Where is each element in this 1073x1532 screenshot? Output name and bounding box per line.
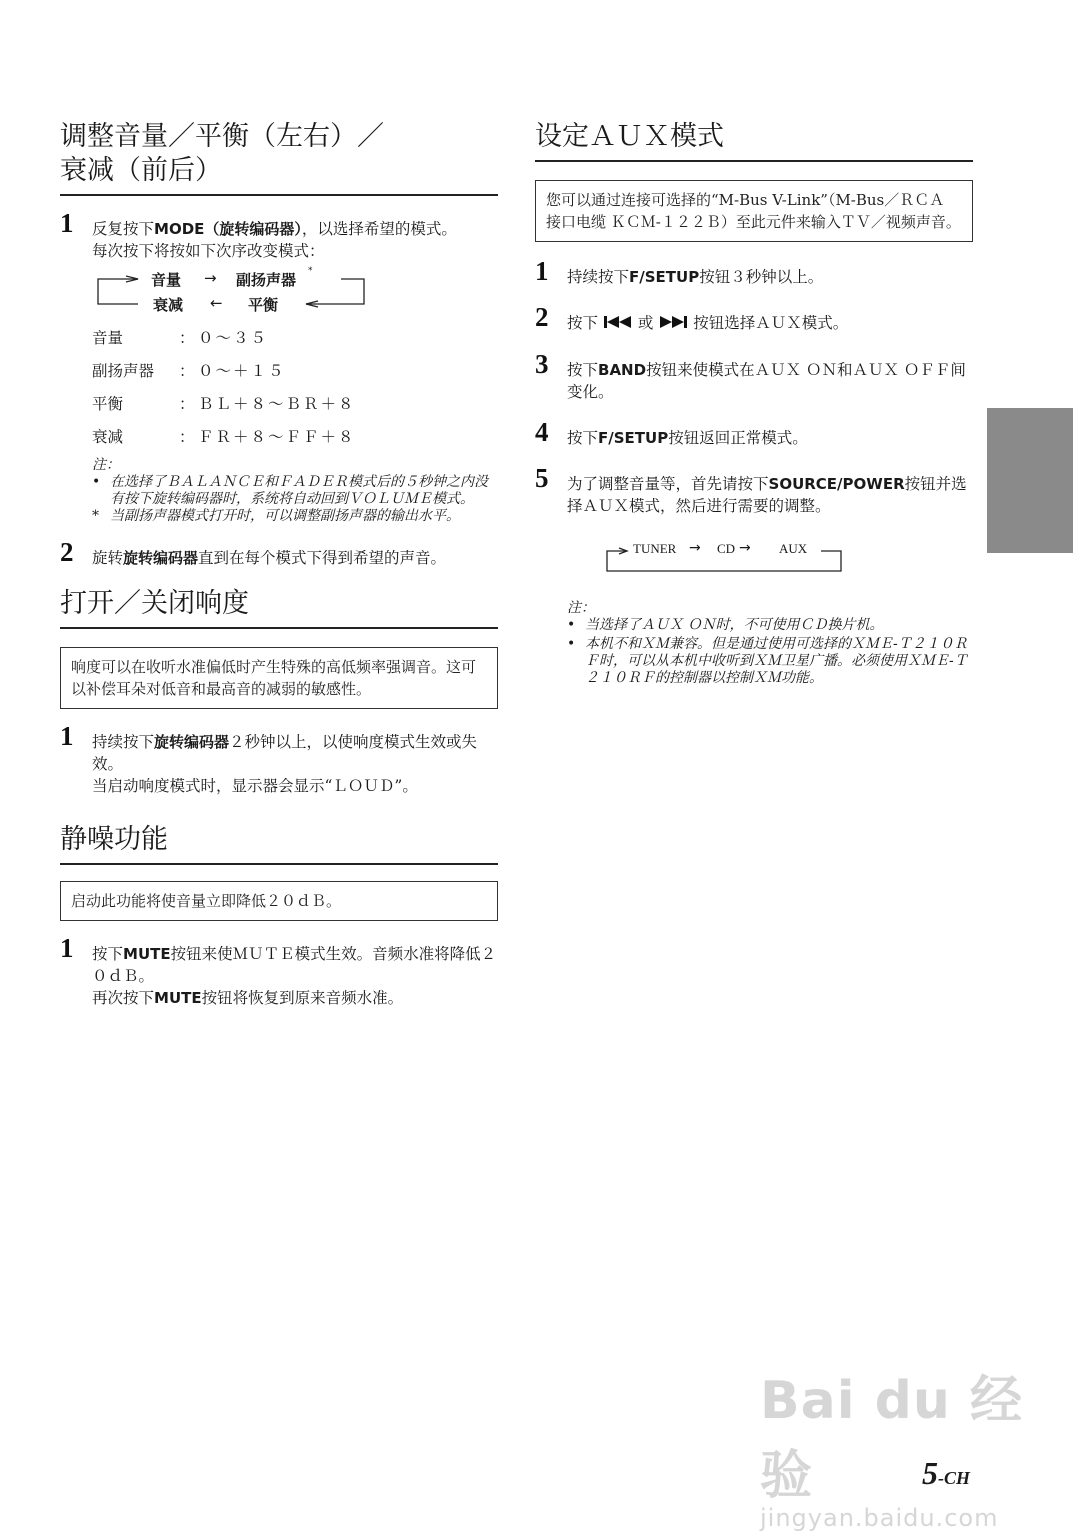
mute-button-label: MUTE — [123, 945, 171, 963]
volume-step-1 — [60, 208, 498, 262]
volume-step-2 — [60, 537, 498, 569]
note-title: 注： — [567, 600, 595, 616]
step-text: ，以选择希望的模式。 — [301, 220, 457, 238]
note-title: 注： — [92, 457, 120, 473]
left-column — [60, 120, 498, 1009]
range-list — [92, 326, 498, 458]
step-number: 5 — [535, 463, 549, 493]
range-value: ＢＬ＋８～ＢＲ＋８ — [198, 395, 356, 413]
flow-cd: CD — [717, 541, 736, 556]
step-text: 直到在每个模式下得到希望的声音。 — [198, 549, 447, 567]
flow-asterisk: * — [308, 266, 313, 276]
mute-section-title: 静噪功能 — [60, 823, 498, 865]
step-number: 3 — [535, 349, 549, 379]
bullet: • — [92, 474, 101, 490]
flow-aux: AUX — [779, 541, 808, 556]
page-number-value: 5 — [922, 1455, 938, 1491]
step-text: ２秒钟以上，以使响度模式生效或失效。 — [92, 733, 478, 773]
mute-description-box: 启动此功能将使音量立即降低２０ｄＢ。 — [60, 881, 498, 921]
step-text: 按下 — [567, 361, 599, 379]
aux-step-1 — [535, 256, 973, 288]
range-value: ０～３５ — [198, 329, 269, 347]
step-number: 1 — [535, 256, 549, 286]
note-item — [92, 474, 498, 508]
or-text: 或 — [637, 314, 654, 332]
mode-cycle-diagram — [96, 268, 498, 320]
watermark — [760, 1358, 1073, 1532]
range-sep: ： — [179, 362, 195, 380]
step-text: 按钮３秒钟以上。 — [699, 268, 824, 286]
flow-arrow: → — [739, 540, 751, 556]
step-number: 1 — [60, 208, 74, 238]
mute-step-1 — [60, 933, 498, 1009]
aux-step-4 — [535, 417, 973, 449]
bullet: • — [567, 636, 576, 652]
note-text: 当副扬声器模式打开时，可以调整副扬声器的输出水平。 — [110, 508, 460, 524]
step-number: 1 — [60, 933, 74, 963]
watermark-url: jingyan.baidu.com — [760, 1504, 999, 1532]
flow-arrow-left: ← — [210, 294, 223, 312]
aux-step-2 — [535, 302, 973, 335]
step-text: 为了调整音量等，首先请按下 — [567, 475, 769, 493]
page-suffix: -CH — [938, 1468, 971, 1488]
step-text: 按钮来使模式在ＡＵＸ ＯＮ和ＡＵＸ ＯＦＦ间变化。 — [567, 361, 966, 401]
step-text: 持续按下 — [567, 268, 630, 286]
flow-fader: 衰减 — [153, 296, 184, 314]
step-text: 当启动响度模式时，显示器会显示“ＬＯＵＤ”。 — [92, 777, 418, 795]
volume-section-title — [60, 120, 498, 196]
loudness-description-box: 响度可以在收听水准偏低时产生特殊的高低频率强调音。这可以补偿耳朵对低音和最高音的减弱的敏感性。 — [60, 647, 498, 709]
range-sep: ： — [179, 428, 195, 446]
flow-arrow: → — [689, 540, 701, 556]
step-text: 按钮并选择ＡＵＸ模式，然后进行需要的调整。 — [567, 475, 967, 515]
asterisk-mark: * — [92, 508, 99, 524]
page-number — [922, 1455, 970, 1492]
source-power-button-label: SOURCE/POWER — [768, 475, 905, 493]
source-cycle-diagram — [605, 537, 973, 577]
aux-step-5 — [535, 463, 973, 517]
range-sep: ： — [179, 329, 195, 347]
right-column — [535, 120, 973, 687]
note-item — [567, 636, 973, 687]
aux-notes — [567, 597, 973, 687]
step-text: 按下 — [567, 314, 599, 332]
note-item — [92, 508, 498, 525]
range-key: 平衡 — [92, 395, 124, 413]
range-row — [92, 326, 498, 359]
watermark-brand: Bai du 经验 — [760, 1371, 1023, 1506]
step-text: 反复按下 — [92, 220, 155, 238]
aux-step-3 — [535, 349, 973, 403]
flow-tuner: TUNER — [633, 541, 677, 556]
note-text: 在选择了ＢＡＬＡＮＣＥ和ＦＡＤＥＲ模式后的５秒钟之内没有按下旋转编码器时，系统将自动回到ＶＯＬＵＭＥ模式。 — [110, 474, 488, 507]
flow-balance: 平衡 — [248, 296, 279, 314]
aux-description-box: 您可以通过连接可选择的“M-Bus V-Link”（M-Bus／ＲＣＡ 接口电缆 ＫＣＭ-１２２Ｂ）至此元件来输入ＴＶ／视频声音。 — [535, 180, 973, 242]
step-text: 每次按下将按如下次序改变模式： — [92, 242, 325, 260]
loudness-step-1 — [60, 721, 498, 797]
step-text: 再次按下 — [92, 989, 155, 1007]
range-value: ＦＲ＋８～ＦＦ＋８ — [198, 428, 356, 446]
flow-arrow-right: → — [204, 269, 217, 287]
aux-section-title: 设定ＡＵＸ模式 — [535, 120, 973, 162]
step-text: 按下 — [567, 429, 599, 447]
range-key: 音量 — [92, 329, 124, 347]
range-sep: ： — [179, 395, 195, 413]
step-text: 按钮返回正常模式。 — [668, 429, 808, 447]
section-tab-marker — [987, 408, 1073, 553]
volume-notes — [92, 454, 498, 525]
loudness-section-title: 打开／关闭响度 — [60, 587, 498, 629]
step-text: 按钮将恢复到原来音频水准。 — [201, 989, 404, 1007]
step-text: 按钮来使ＭＵＴＥ模式生效。音频水准将降低２０ｄＢ。 — [92, 945, 497, 985]
f-setup-button-label: F/SETUP — [598, 429, 669, 447]
rotary-encoder-label: 旋转编码器 — [123, 549, 199, 567]
step-text: 按钮选择ＡＵＸ模式。 — [693, 314, 849, 332]
flow-volume: 音量 — [151, 271, 182, 289]
band-button-label: BAND — [598, 361, 647, 379]
step-text: 持续按下 — [92, 733, 155, 751]
range-row — [92, 425, 498, 458]
range-row — [92, 392, 498, 425]
title-line-1: 调整音量／平衡（左右）／ — [60, 121, 384, 152]
note-text: 当选择了ＡＵＸ ＯＮ时，不可使用ＣＤ换片机。 — [585, 617, 884, 633]
mute-button-label: MUTE — [154, 989, 202, 1007]
range-row — [92, 359, 498, 392]
range-value: ０～＋１５ — [198, 362, 286, 380]
bullet: • — [567, 617, 576, 633]
step-text: 按下 — [92, 945, 124, 963]
next-track-icon — [658, 313, 688, 335]
range-key: 衰减 — [92, 428, 124, 446]
step-number: 2 — [535, 302, 549, 332]
title-line-2: 衰减（前后） — [60, 155, 222, 186]
flow-subwoofer: 副扬声器 — [236, 271, 297, 289]
range-key: 副扬声器 — [92, 362, 155, 380]
mode-button-label: MODE（旋转编码器） — [154, 220, 302, 238]
note-text: 本机不和ＸＭ兼容。但是通过使用可选择的ＸＭＥ-Ｔ２１０ＲＦ时，可以从本机中收听到ＸＭ卫星广播。必须使用ＸＭＥ-Ｔ２１０ＲＦ的控制器以控制ＸＭ功能。 — [585, 636, 968, 686]
step-number: 4 — [535, 417, 549, 447]
rotary-encoder-label: 旋转编码器 — [154, 733, 230, 751]
note-item — [567, 617, 973, 634]
step-number: 1 — [60, 721, 74, 751]
step-number: 2 — [60, 537, 74, 567]
prev-track-icon — [603, 313, 633, 335]
f-setup-button-label: F/SETUP — [629, 268, 700, 286]
step-text: 旋转 — [92, 549, 124, 567]
